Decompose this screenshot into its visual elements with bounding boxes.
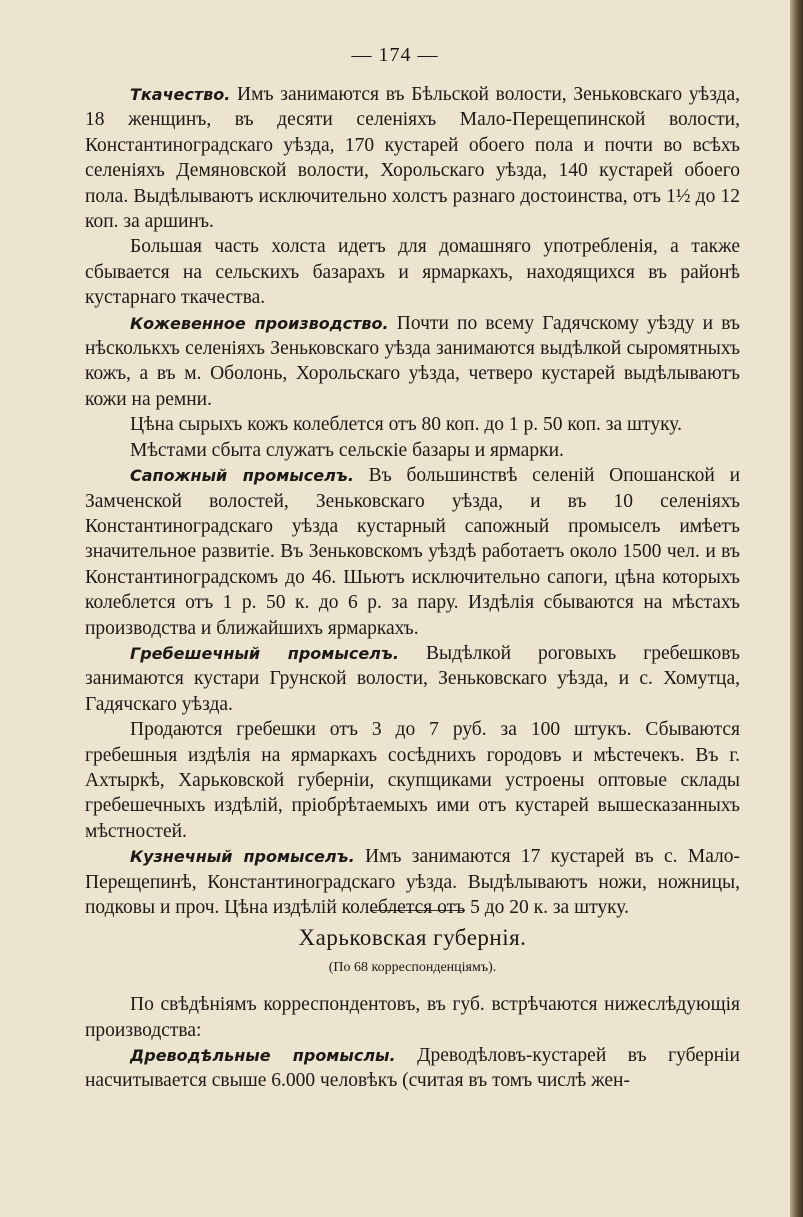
paragraph-governorate-intro: По свѣдѣніямъ корреспондентовъ, въ губ. встрѣчаются нижеслѣдующія производства: xyxy=(85,994,740,1041)
paragraph-weaving xyxy=(85,82,740,234)
page-number: — 174 — xyxy=(351,44,439,66)
paragraph-leather-sales: Мѣстами сбыта служатъ сельскіе базары и ярмарки. xyxy=(130,439,564,461)
paragraph-weaving-sales: Большая часть холста идетъ для домашняго употребленія, а также сбывается на сельскихъ базарахъ и ярмаркахъ, находящихся въ районѣ кустарнаго ткачества. xyxy=(85,236,740,309)
section-heading-leather: Кожевенное производство. xyxy=(130,313,389,333)
page-text xyxy=(85,82,740,1094)
governorate-subtitle: (По 68 корреспонденціямъ). xyxy=(328,959,497,975)
paragraph-smithing xyxy=(85,844,740,920)
book-spine-edge xyxy=(790,0,803,1217)
paragraph-combs xyxy=(85,641,740,717)
section-text-weaving: Имъ занимаются въ Бѣльской волости, Зеньковскаго уѣзда, 18 женщинъ, въ десяти селеніяхъ Мало-Перещепинской волости, Константиноградскаго уѣзда, 170 кустарей обоего пола и почти во всѣхъ селеніяхъ Демяновской волости, Хорольскаго уѣзда, 140 кустарей обоего пола. Выдѣлываютъ исключительно холстъ разнаго достоинства, отъ 1½ до 12 коп. за аршинъ. xyxy=(85,84,740,233)
section-heading-weaving: Ткачество. xyxy=(130,85,231,104)
paragraph-combs-sales: Продаются гребешки отъ 3 до 7 руб. за 100 штукъ. Сбываются гребешныя издѣлія на ярмаркахъ сосѣднихъ городовъ и мѣстечекъ. Въ г. Ахтыркѣ, Харьковской губерніи, скупщиками устроены оптовые склады гребешечныхъ издѣлій, пріобрѣтаемыхъ ими отъ кустарей вышесказанныхъ мѣстностей. xyxy=(85,719,740,842)
paragraph-shoemaking xyxy=(85,463,740,641)
section-heading-combs: Гребешечный промыселъ. xyxy=(130,643,399,663)
section-text-smithing: Имъ занимаются 17 кустарей въ с. Мало-Перещепинѣ, Константиноградскаго уѣзда. Выдѣлываютъ ножи, ножницы, подковы и проч. Цѣна издѣлій колеблется отъ 5 до 20 к. за штуку. xyxy=(85,846,741,918)
paragraph-woodworking xyxy=(85,1043,740,1094)
section-text-leather: Почти по всему Гадячскому уѣзду и въ нѣсколькхъ селеніяхъ Зеньковскаго уѣзда занимаются выдѣлкой сыромятныхъ кожъ, а въ м. Оболонь, Хорольскаго уѣзда, четверо кустарей выдѣлываютъ кожи на ремни. xyxy=(85,312,741,410)
paragraph-leather xyxy=(85,311,740,413)
section-text-shoemaking: Въ большинствѣ селеній Опошанской и Замченской волостей, Зеньковскаго уѣзда, и въ 10 селеніяхъ Константиноградскаго уѣзда кустарный сапожный промыселъ имѣетъ значительное развитіе. Въ Зеньковскомъ уѣздѣ работаетъ около 1500 чел. и въ Константиноградскомъ до 46. Шьютъ исключительно сапоги, цѣна которыхъ колеблется отъ 1 р. 50 к. до 6 р. за пару. Издѣлія сбываются на мѣстахъ производства и ближайшихъ ярмаркахъ. xyxy=(85,465,741,639)
section-heading-smithing: Кузнечный промыселъ. xyxy=(130,847,355,867)
governorate-title: Харьковская губернія. xyxy=(298,925,527,951)
section-text-woodworking: Древодѣловъ-кустарей въ губерніи насчитывается свыше 6.000 человѣкъ (считая въ томъ числѣ жен- xyxy=(85,1045,740,1092)
section-heading-shoemaking: Сапожный промыселъ. xyxy=(130,466,354,486)
section-heading-woodworking: Древодѣльные промыслы. xyxy=(130,1046,396,1066)
paragraph-leather-price: Цѣна сырыхъ кожъ колеблется отъ 80 коп. до 1 р. 50 коп. за штуку. xyxy=(130,414,682,436)
section-text-combs: Выдѣлкой роговыхъ гребешковъ занимаются кустари Грунской волости, Зеньковскаго уѣзда, и с. Хомутца, Гадячскаго уѣзда. xyxy=(85,642,740,715)
